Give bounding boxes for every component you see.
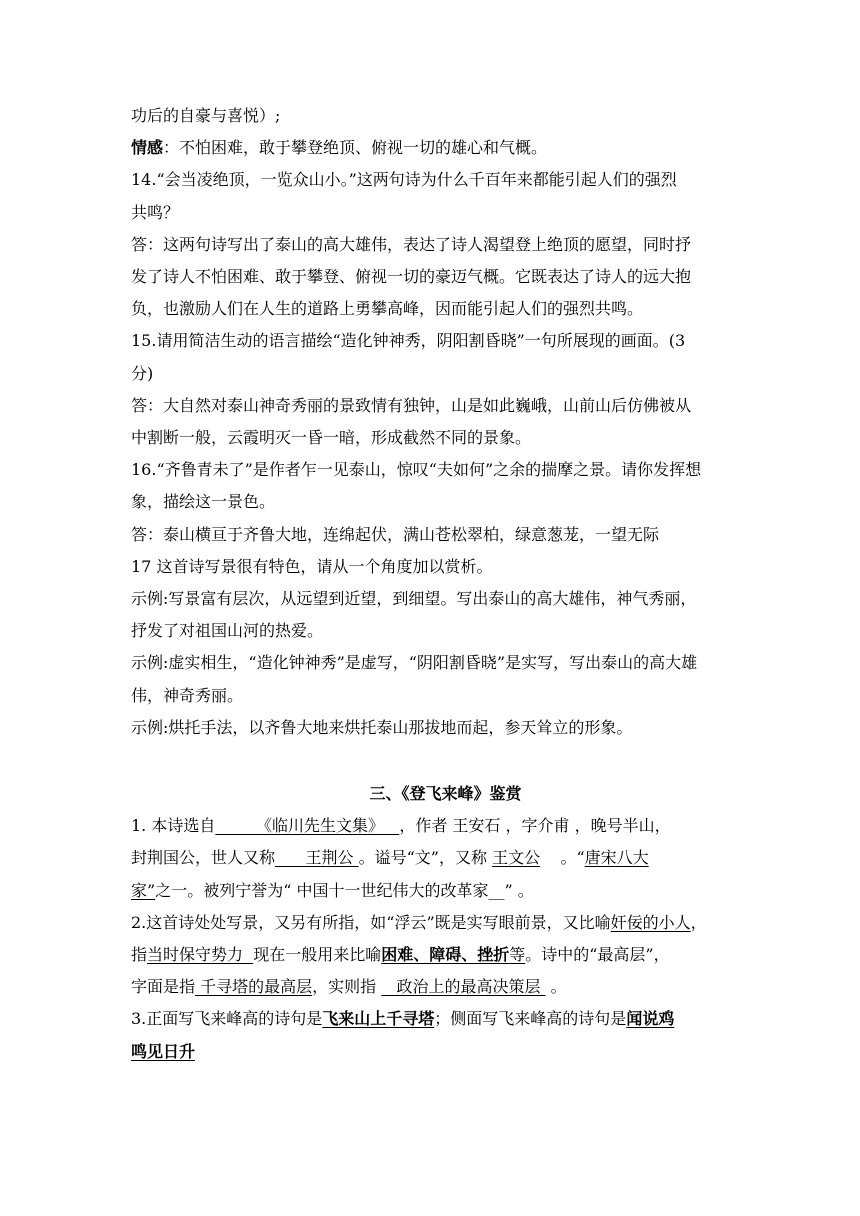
- s3-question-3: [131, 1003, 730, 1035]
- question-14: 14.“会当凌绝顶，一览众山小。”这两句诗为什么千百年来都能引起人们的强烈: [131, 170, 677, 190]
- s3-question-3-cont: [131, 1036, 730, 1068]
- q1-text: 之一。被列宁誉为“ 中国十一世纪伟大的改革家: [155, 880, 489, 900]
- q1-blank: __: [488, 880, 505, 900]
- q2-answer-literal: 千寻塔的最高层: [195, 977, 313, 997]
- q2-answer-actual: 政治上的最高决策层: [381, 977, 546, 997]
- q2-answer-metaphor: 困难、障碍、挫折: [381, 945, 510, 965]
- s3-question-1-cont: [131, 875, 730, 907]
- q2-text: 。诗中的“最高层”，: [525, 945, 670, 965]
- q2-text: 。: [545, 977, 567, 997]
- q2-answer-conservative: 当时保守势力: [147, 945, 254, 965]
- emotion-text: ：不怕困难，敢于攀登绝顶、俯视一切的雄心和气概。: [163, 138, 548, 158]
- q1-text: ，作者 王安石 ，字介甫 ，晚号半山，: [399, 816, 671, 836]
- q2-text: ，实则指: [312, 977, 382, 997]
- question-15: 15.请用简洁生动的语言描绘“造化钟神秀，阴阳割昏晓”一句所展现的画面。(3: [131, 331, 686, 351]
- text-line: [131, 132, 730, 164]
- text-line: 功后的自豪与喜悦）;: [131, 106, 281, 125]
- example-1: 示例:写景富有层次，从远望到近望，到细望。写出泰山的高大雄伟，神气秀丽，: [131, 589, 697, 609]
- answer-15-cont: 中割断一般，云霞明灭一昏一暗，形成截然不同的景象。: [131, 428, 532, 448]
- answer-16: 答：泰山横亘于齐鲁大地，连绵起伏，满山苍松翠柏，绿意葱茏，一望无际: [131, 524, 660, 544]
- emotion-label: 情感: [131, 138, 164, 158]
- answer-14-cont: 负，也激励人们在人生的道路上勇攀高峰，因而能引起人们的强烈共鸣。: [131, 299, 644, 319]
- section-title: 三、《登飞来峰》鉴赏: [369, 784, 522, 804]
- example-2: 示例:虚实相生，“造化钟神秀”是虚写，“阴阳割昏晓”是实写，写出泰山的高大雄: [131, 653, 698, 673]
- question-15-cont: 分): [131, 363, 154, 383]
- s3-question-2-cont: [131, 971, 730, 1003]
- q1-answer-posthumous: 王文公: [492, 848, 541, 868]
- s3-question-2: [131, 907, 730, 939]
- q1-text: 。谥号“文”，又称: [358, 848, 493, 868]
- s3-question-1: [131, 810, 730, 842]
- s3-question-1-cont: [131, 842, 730, 874]
- section-gap: [131, 744, 730, 778]
- question-16: 16.“齐鲁青未了”是作者乍一见泰山，惊叹“夫如何”之余的揣摩之景。请你发挥想: [131, 460, 702, 480]
- q1-answer-eight-masters: 唐宋八大: [584, 848, 649, 868]
- q2-text: 字面是指: [131, 977, 196, 997]
- q3-answer-indirect: 闻说鸡: [626, 1009, 675, 1029]
- answer-14-cont: 发了诗人不怕困难、敢于攀登、俯视一切的豪迈气概。它既表达了诗人的远大抱: [131, 267, 692, 287]
- answer-15: 答：大自然对泰山神奇秀丽的景致情有独钟，山是如此巍峨，山前山后仿佛被从: [131, 395, 692, 415]
- q2-text: 现在一般用来比喻: [253, 945, 382, 965]
- q2-answer-cloud: 奸佞的小人: [610, 912, 691, 932]
- answer-14: 答：这两句诗写出了泰山的高大雄伟，表达了诗人渴望登上绝顶的愿望，同时抒: [131, 234, 692, 254]
- q1-text: 1. 本诗选自: [131, 816, 216, 836]
- example-3: 示例:烘托手法，以齐鲁大地来烘托泰山那拔地而起，参天耸立的形象。: [131, 717, 633, 737]
- q2-text: 2.这首诗处处写景，又另有所指，如“浮云”既是实写眼前景，又比喻: [131, 912, 611, 932]
- question-14-cont: 共鸣？: [131, 202, 180, 222]
- q1-text: ” 。: [504, 880, 534, 900]
- q2-text: ，: [690, 912, 707, 932]
- q2-text: 指: [131, 945, 148, 965]
- q3-text: ；侧面写飞来峰高的诗句是: [434, 1009, 627, 1029]
- q2-answer-metaphor-suffix: 等: [509, 945, 526, 965]
- q1-answer-alias: 王荆公: [275, 848, 359, 868]
- q1-answer-collection: 《临川先生文集》: [215, 816, 400, 836]
- q1-text: 封荆国公，世人又称: [131, 848, 276, 868]
- question-17: 17 这首诗写景很有特色，请从一个角度加以赏析。: [131, 556, 493, 576]
- q3-answer-indirect-cont: 鸣见日升: [131, 1041, 196, 1061]
- question-16-cont: 象，描绘这一景色。: [131, 492, 276, 512]
- q3-answer-direct: 飞来山上千寻塔: [322, 1009, 435, 1029]
- q1-answer-eight-masters-cont: 家”: [131, 880, 156, 900]
- example-2-cont: 伟，神奇秀丽。: [131, 685, 244, 705]
- q3-text: 3.正面写飞来峰高的诗句是: [131, 1009, 323, 1029]
- s3-question-2-cont: [131, 939, 730, 971]
- example-1-cont: 抒发了对祖国山河的热爱。: [131, 621, 324, 641]
- q1-text: 。“: [540, 848, 585, 868]
